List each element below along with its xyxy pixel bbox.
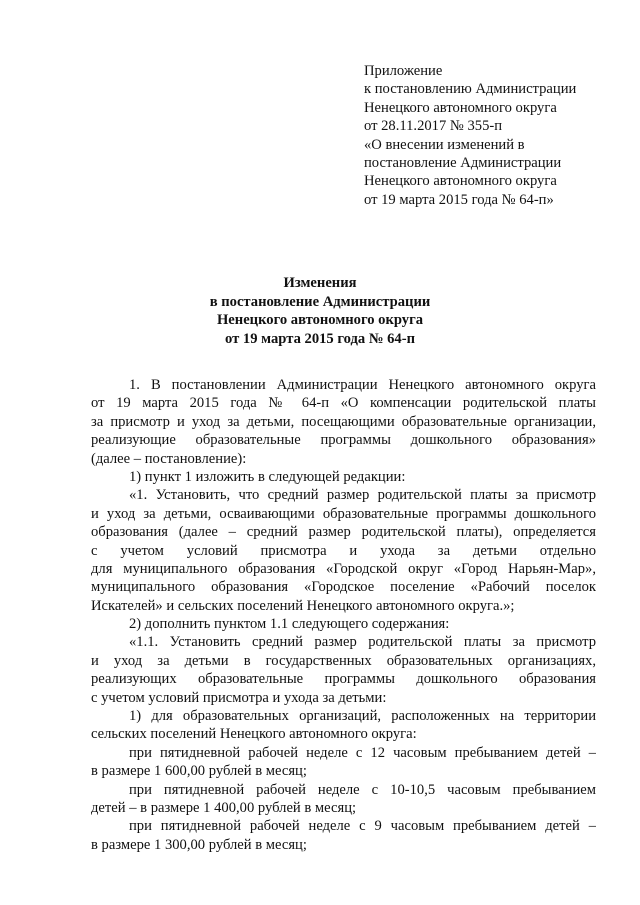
body-line: в размере 1 300,00 рублей в месяц; [91,836,307,853]
body-line: «1. Установить, что средний размер родительской платы за присмотр [129,487,596,504]
document-title [0,274,640,348]
title-line: Ненецкого автономного округа [216,312,424,329]
body-line: в размере 1 600,00 рублей в месяц; [91,763,307,780]
body-line: с учетом условий присмотра и ухода за детьми отдельно [91,542,596,559]
body-line: за присмотр и уход за детьми, посещающими образовательные организации, [91,413,596,430]
appendix-line: Ненецкого автономного округа [364,99,557,116]
body-line: сельских поселений Ненецкого автономного округа: [91,726,417,743]
appendix-block [364,62,614,209]
body-line: при пятидневной рабочей неделе с 9 часовым пребыванием детей – [129,818,596,835]
body-line: 1. В постановлении Администрации Ненецкого автономного округа [129,377,596,393]
appendix-line: Приложение [364,63,443,79]
body-line: и уход за детьми в государственных образовательных организациях, [91,652,596,669]
body-line: образования (далее – средний размер родительской платы), определяется [91,524,596,541]
title-line: в постановление Администрации [209,293,431,310]
body-line: с учетом условий присмотра и ухода за детьми: [91,689,387,706]
title-line: от 19 марта 2015 года № 64-п [225,330,415,347]
body-line: «1.1. Установить средний размер родительской платы за присмотр [129,634,596,651]
title-line: Изменения [283,275,357,291]
appendix-line: от 19 марта 2015 года № 64-п» [364,191,554,208]
appendix-line: от 28.11.2017 № 355-п [364,118,503,135]
body-line: Искателей» и сельских поселений Ненецкого автономного округа.»; [91,597,515,614]
appendix-line: «О внесении изменений в [364,136,525,153]
body-line: и уход за детьми, осваивающими образовательные программы дошкольного [91,505,596,522]
body-line: при пятидневной рабочей неделе с 12 часовым пребыванием детей – [129,744,596,761]
body-line: детей – в размере 1 400,00 рублей в месяц; [91,799,357,816]
body-line: для муниципального образования «Городской округ «Город Нарьян-Мар», [91,560,596,577]
document-body [91,376,596,854]
body-line: муниципального образования «Городское поселение «Рабочий поселок [91,579,596,596]
body-line: (далее – постановление): [91,450,247,467]
appendix-line: постановление Администрации [364,155,562,172]
body-line: реализующие образовательные программы дошкольного образования» [91,432,596,449]
body-line: от 19 марта 2015 года № 64-п «О компенсации родительской платы [91,395,596,412]
body-line: при пятидневной рабочей неделе с 10-10,5 часовым пребыванием [129,781,596,798]
body-line: реализующих образовательные программы дошкольного образования [91,671,596,688]
body-line: 1) для образовательных организаций, расположенных на территории [129,708,596,725]
appendix-line: Ненецкого автономного округа [364,173,557,190]
body-line: 2) дополнить пунктом 1.1 следующего содержания: [129,616,450,633]
appendix-line: к постановлению Администрации [364,81,577,98]
body-line: 1) пункт 1 изложить в следующей редакции: [129,468,406,485]
